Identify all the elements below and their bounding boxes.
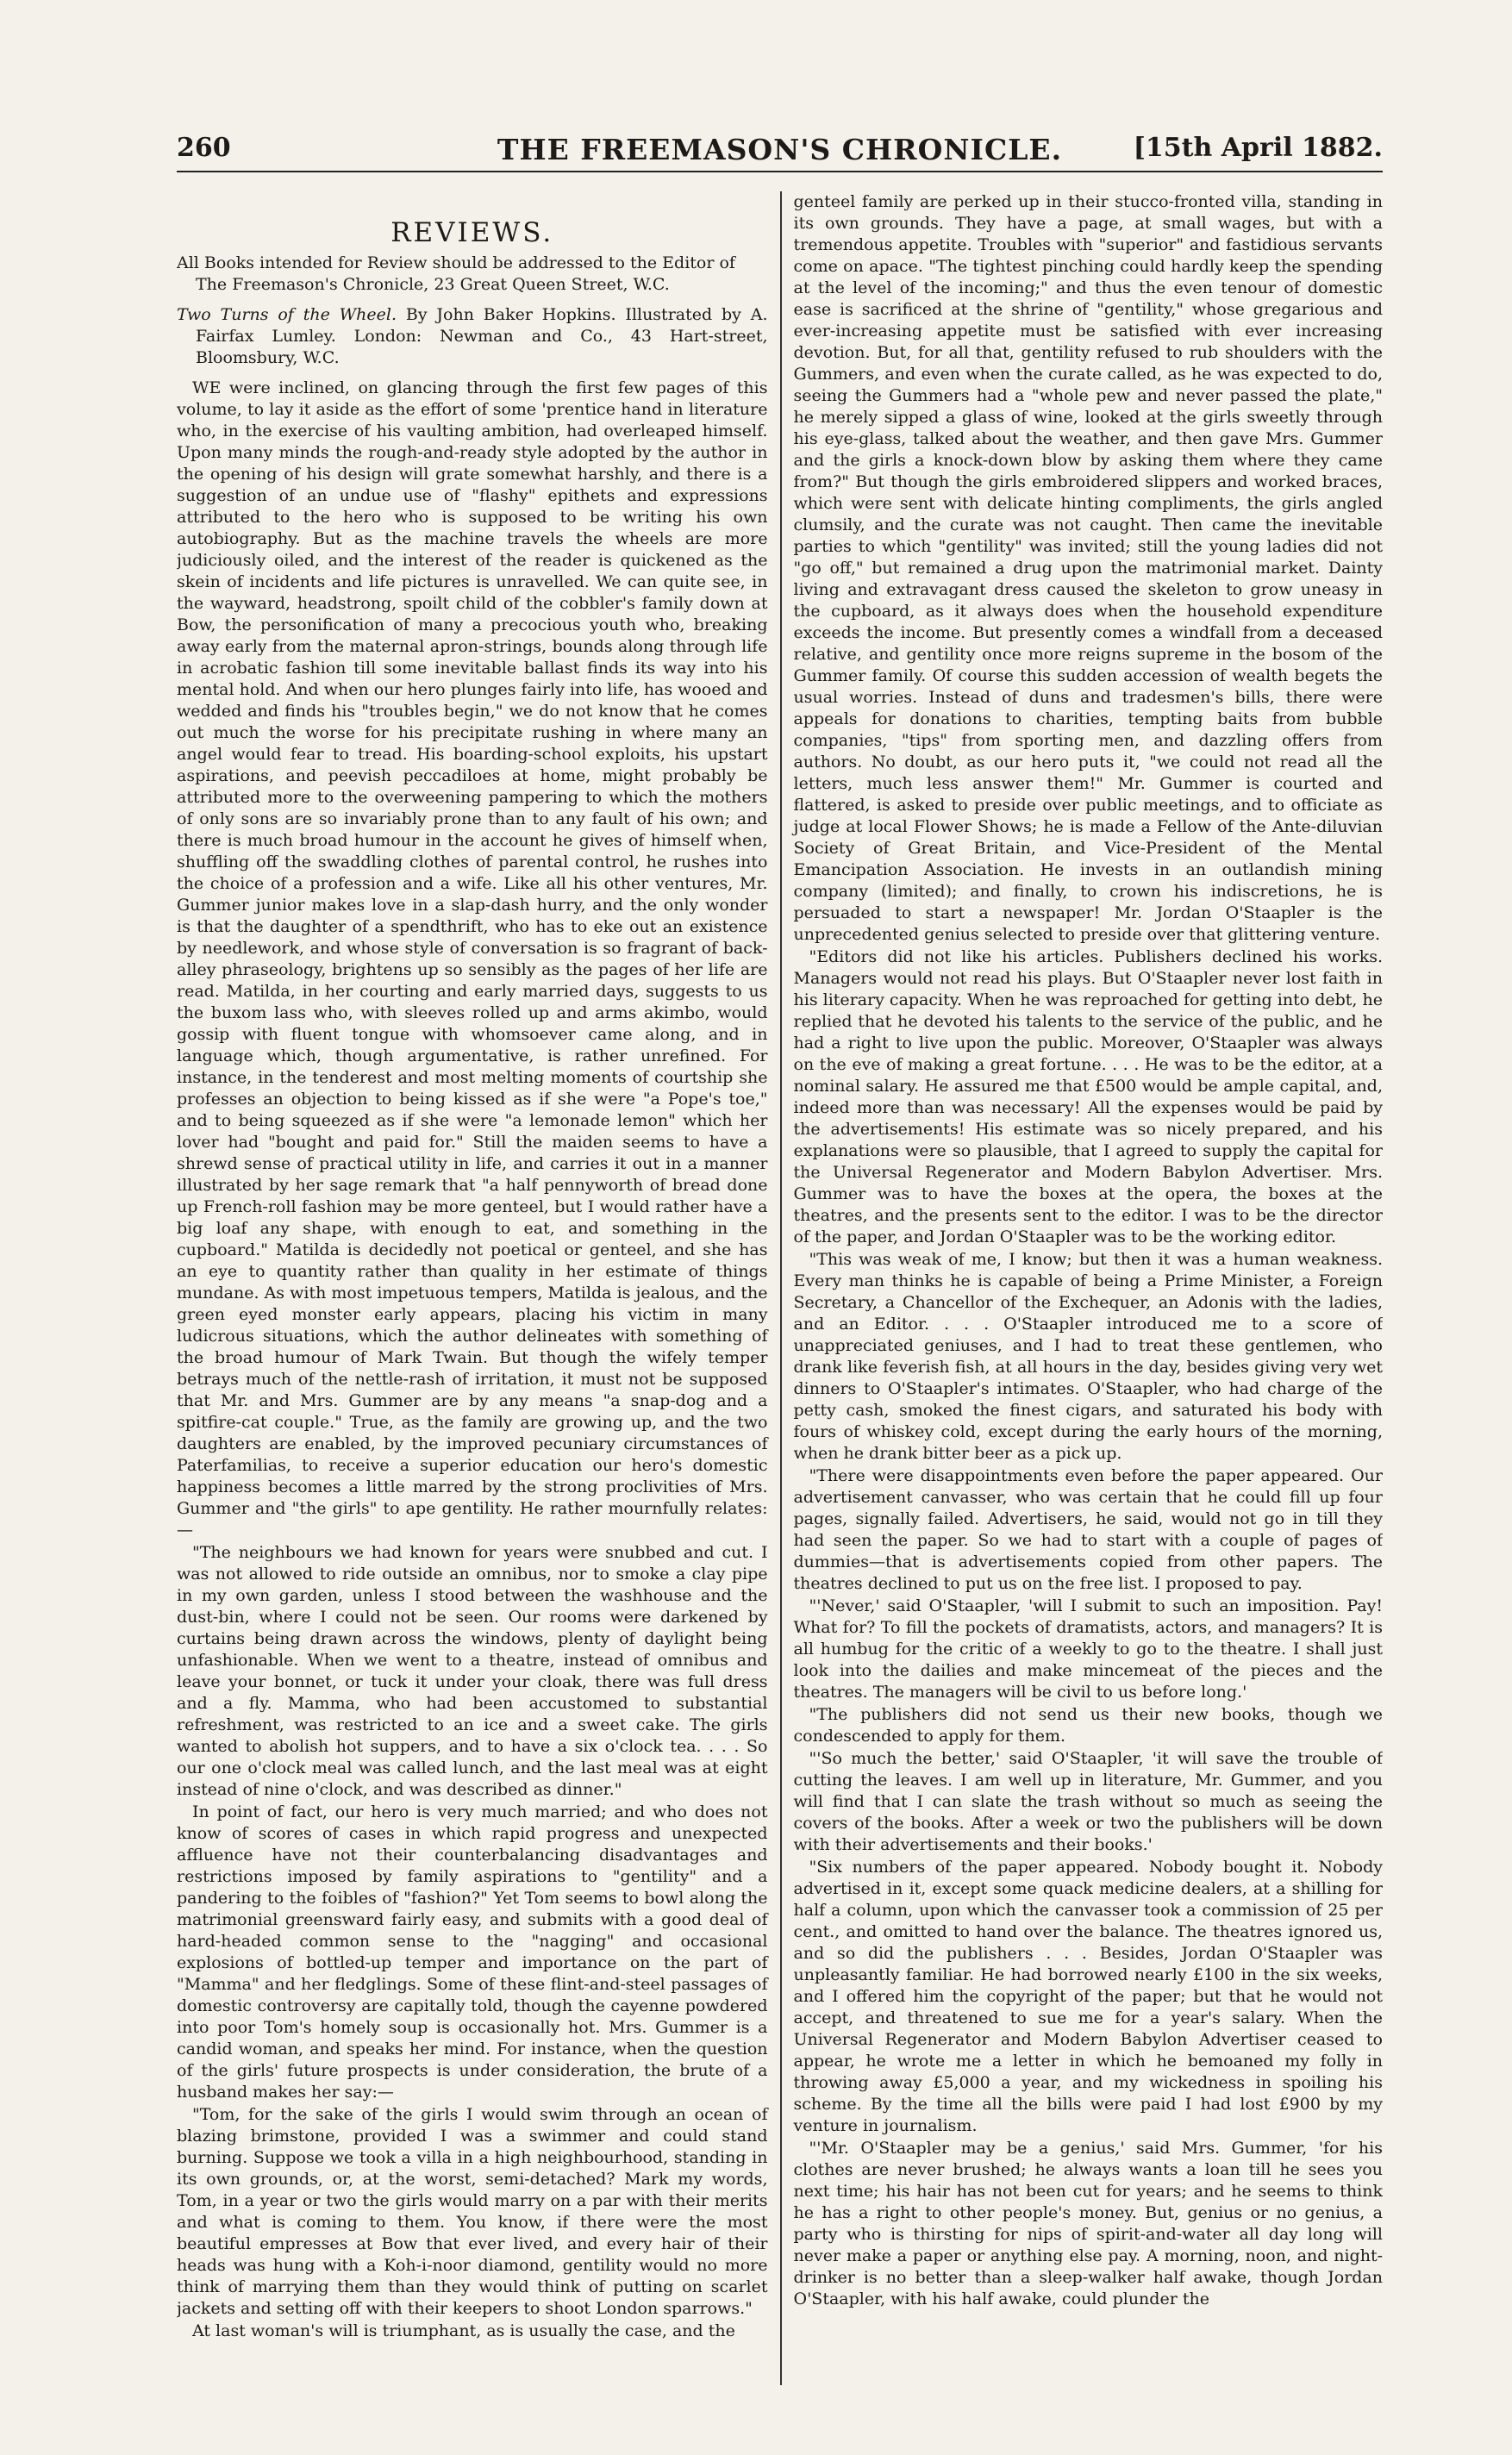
paragraph: "'So much the better,' said O'Staapler, 'it will save the trouble of cutting the leaves. I am well up in literature, Mr. Gummer, and you will find that I can slate the trash without so much as seeing the covers of the books. After a week or two the publishers will be down with their advertisements and their books.' — [793, 1749, 1383, 1854]
right-column-body — [794, 191, 1384, 2310]
paragraph: "There were disappointments even before the paper appeared. Our advertisement canvasser, who was certain that he could fill up four pages, signally failed. Advertisers, he said, would not go in till they had seen the paper. So we had to start with a couple of pages of dummies—that is advertisements copied from other papers. The theatres declined to put us on the free list. I proposed to pay. — [793, 1466, 1383, 1593]
paragraph: At last woman's will is triumphant, as is usually the case, and the — [192, 2321, 735, 2340]
paragraph: "Six numbers of the paper appeared. Nobody bought it. Nobody advertised in it, except some quack medicine dealers, at a shilling for half a column, upon which the canvasser took a commission of 25 per cent., and omitted to hand over the balance. The theatres ignored us, and so did the publishers . . . Besides, Jordan O'Staapler was unpleasantly familiar. He had borrowed nearly £100 in the six weeks, and I offered him the copyright of the paper; but that he would not accept, and threatened to sue me for a year's salary. When the Universal Regenerator and Modern Babylon Advertiser ceased to appear, he wrote me a letter in which he bemoaned my folly in throwing away £5,000 a year, and my wickedness in spoiling his scheme. By the time all the bills were paid I had lost £900 by my venture in journalism. — [793, 1858, 1383, 2135]
right-column — [780, 191, 1384, 2385]
book-entry — [177, 304, 768, 369]
book-details: By John Baker Hopkins. Illustrated by A. Fairfax Lumley. London: Newman and Co., 43 Hart-street, Bloomsbury, W.C. — [196, 305, 768, 367]
left-column-body — [177, 378, 768, 2342]
paragraph: "Tom, for the sake of the girls I would swim through an ocean of blazing brimstone, provided I was a swimmer and could stand burning. Suppose we took a villa in a high neighbourhood, standing in its own grounds, or, at the worst, semi-detached? Mark my words, Tom, in a year or two the girls would marry on a par with their merits and what is coming to them. You know, if there were the most beautiful empresses at Bow that ever lived, and every hair of their heads was hung with a Koh-i-noor diamond, gentility would no more think of marrying them than they would think of putting on scarlet jackets and setting off with their keepers to shoot London sparrows." — [177, 2105, 768, 2318]
masthead — [177, 129, 1383, 172]
paragraph: "This was weak of me, I know; but then it was a human weakness. Every man thinks he is capable of being a Prime Minister, a Foreign Secretary, a Chancellor of the Exchequer, an Adonis with the ladies, and an Editor. . . . O'Staapler introduced me to a score of unappreciated geniuses, and I had to treat these gentlemen, who drank like feverish fish, at all hours in the day, besides giving very wet dinners to O'Staapler's intimates. O'Staapler, who had charge of the petty cash, smoked the finest cigars, and saturated his body with fours of whiskey cold, except during the early hours of the morning, when he drank bitter beer as a pick up. — [793, 1250, 1383, 1463]
review-notice: All Books intended for Review should be addressed to the Editor of The Freemason's Chronicle, 23 Great Queen Street, W.C. — [177, 253, 735, 294]
left-column — [177, 191, 780, 2385]
paragraph: genteel family are perked up in their stucco-fronted villa, standing in its own grounds. They have a page, at small wages, but with a tremendous appetite. Troubles with "superior" and fastidious servants come on apace. "The tightest pinching could hardly keep the spending at the level of the incoming;" and thus the even tenour of domestic ease is sacrificed at the shrine of "gentility," whose gregarious and ever-increasing appetite must be satisfied with ever increasing devotion. But, for all that, gentility refused to rub shoulders with the Gummers, and even when the curate called, as he was expected to do, seeing the Gummers had a "whole pew and never passed the plate," he merely sipped a glass of wine, looked at the girls sweetly through his eye-glass, talked about the weather, and then gave Mrs. Gummer and the girls a knock-down blow by asking them where they came from?" But though the girls embroidered slippers and worked braces, which were sent with delicate hinting compliments, the girls angled clumsily, and the curate was not caught. Then came the inevitable parties to which "gentility" was invited; still the young ladies did not "go off," but remained a drug upon the matrimonial market. Dainty living and extravagant dress caused the skeleton to grow uneasy in the cupboard, as it always does when the household expenditure exceeds the income. But presently comes a windfall from a deceased relative, and gentility once more reigns supreme in the bosom of the Gummer family. Of course this sudden accession of wealth begets the usual worries. Instead of duns and tradesmen's bills, there were appeals for donations to charities, tempting baits from bubble companies, "tips" from sporting men, and dazzling offers from authors. No doubt, as our hero puts it, "we could not read all the letters, much less answer them!" Mr. Gummer is courted and flattered, is asked to preside over public meetings, and to officiate as judge at local Flower Shows; he is made a Fellow of the Ante-diluvian Society of Great Britain, and Vice-President of the Mental Emancipation Association. He invests in an outlandish mining company (limited); and finally, to crown his indiscretions, he is persuaded to start a newspaper! Mr. Jordan O'Staapler is the unprecedented genius selected to preside over that glittering venture. — [793, 192, 1383, 944]
paragraph: "'Never,' said O'Staapler, 'will I submit to such an imposition. Pay! What for? To fill the pockets of dramatists, actors, and managers? It is all humbug for the critic of a weekly to go to the theatre. I shall just look into the dailies and make mincemeat of the pieces and the theatres. The managers will be civil to us before long.' — [793, 1596, 1383, 1702]
book-title: Two Turns of the Wheel. — [177, 305, 397, 324]
paragraph: "The neighbours we had known for years were snubbed and cut. I was not allowed to ride outside an omnibus, nor to smoke a clay pipe in my own garden, unless I stood between the washhouse and the dust-bin, where I could not be seen. Our rooms were darkened by curtains being drawn across the windows, plenty of daylight being unfashionable. When we went to a theatre, instead of omnibus and leave your bonnet, or tuck it under your cloak, there was full dress and a fly. Mamma, who had been accustomed to substantial refreshment, was restricted to an ice and a sweet cake. The girls wanted to abolish hot suppers, and to have a six o'clock tea. . . . So our one o'clock meal was called lunch, and the last meal was at eight instead of nine o'clock, and was described as dinner." — [177, 1543, 768, 1799]
article-columns — [177, 191, 1383, 2385]
paragraph: "The publishers did not send us their new books, though we condescended to apply for them. — [793, 1705, 1383, 1746]
section-title: REVIEWS. — [390, 217, 554, 248]
paragraph: "'Mr. O'Staapler may be a genius,' said Mrs. Gummer, 'for his clothes are never brushed; he always wants a loan till he sees you next time; his hair has not been cut for years; and he seems to think he has a right to other people's money. But, genius or no genius, a party who is thirsting for nips of spirit-and-water all day long will never make a paper or anything else pay. A morning, noon, and night-drinker is no better than a sleep-walker half awake, though Jordan O'Staapler, with his half awake, could plunder the — [793, 2139, 1383, 2308]
issue-date: [15th April 1882. — [1133, 133, 1383, 163]
publication-title: THE FREEMASON'S CHRONICLE. — [497, 133, 1063, 166]
paragraph: WE were inclined, on glancing through the first few pages of this volume, to lay it aside as the effort of some 'prentice hand in literature who, in the exercise of his vaulting ambition, had overleaped himself. Upon many minds the rough-and-ready style adopted by the author in the opening of his design will grate somewhat harshly, and there is a suggestion of an undue use of "flashy" epithets and expressions attributed to the hero who is supposed to be writing his own autobiography. But as the machine travels the wheels are more judiciously oiled, and the interest of the reader is quickened as the skein of incidents and life pictures is unravelled. We can quite see, in the wayward, headstrong, spoilt child of the cobbler's family down at Bow, the personification of many a precocious youth who, breaking away early from the maternal apron-strings, bounds along through life in acrobatic fashion till some inevitable ballast finds its way into his mental hold. And when our hero plunges fairly into life, has wooed and wedded and finds his "troubles begin," we do not know that he comes out much the worse for his precipitate rushing in where many an angel would fear to tread. His boarding-school exploits, his upstart aspirations, and peevish peccadiloes at home, might probably be attributed more to the overweening pampering to which the mothers of only sons are so invariably prone than to any fault of his own; and there is much broad humour in the account he gives of himself when, shuffling off the swaddling clothes of parental control, he rushes into the choice of a profession and a wife. Like all his other ventures, Mr. Gummer junior makes love in a slap-dash hurry, and the only wonder is that the daughter of a spendthrift, who has to eke out an existence by needlework, and whose style of conversation is so fragrant of back-alley phraseology, brightens up so sensibly as the pages of her life are read. Matilda, in her courting and early married days, suggests to us the buxom lass who, with sleeves rolled up and arms akimbo, would gossip with fluent tongue with whomsoever came along, and in language which, though argumentative, is rather unrefined. For instance, in the tenderest and most melting moments of courtship she professes an objection to being kissed as if she were "a Pope's toe," and to being squeezed as if she were "a lemonade lemon" which her lover had "bought and paid for." Still the maiden seems to have a shrewd sense of practical utility in life, and carries it out in a manner illustrated by her sage remark that "a half pennyworth of bread done up French-roll fashion may be more genteel, but I would rather have a big loaf any shape, with enough to eat, and something in the cupboard." Matilda is decidedly not poetical or genteel, and she has an eye to quantity rather than quality in her estimate of things mundane. As with most impetuous tempers, Matilda is jealous, and the green eyed monster early appears, placing his victim in many ludicrous situations, which the author delineates with something of the broad humour of Mark Twain. But though the wifely temper betrays much of the nettle-rash of irritation, it must not be supposed that Mr. and Mrs. Gummer are by any means "a snap-dog and a spitfire-cat couple." True, as the family are growing up, and the two daughters are enabled, by the improved pecuniary circumstances of Paterfamilias, to receive a superior education our hero's domestic happiness becomes a little marred by the strong proclivities of Mrs. Gummer and "the girls" to ape gentility. He rather mournfully relates:— — [177, 378, 768, 1540]
page-number: 260 — [177, 133, 231, 163]
paragraph: In point of fact, our hero is very much married; and who does not know of scores of cases in which rapid progress and unexpected affluence have not their counterbalancing disadvantages and restrictions imposed by family aspirations to "gentility" and a pandering to the foibles of "fashion?" Yet Tom seems to bowl along the matrimonial greensward fairly easy, and submits with a good deal of hard-headed common sense to the "nagging" and occasional explosions of bottled-up temper and importance on the part of "Mamma" and her fledglings. Some of these flint-and-steel passages of domestic controversy are capitally told, though the cayenne powdered into poor Tom's homely soup is occasionally hot. Mrs. Gummer is a candid woman, and speaks her mind. For instance, when the question of the girls' future prospects is under consideration, the brute of a husband makes her say:— — [177, 1802, 768, 2102]
paragraph: "Editors did not like his articles. Publishers declined his works. Managers would not read his plays. But O'Staapler never lost faith in his literary capacity. When he was reproached for getting into debt, he replied that he devoted his talents to the service of the public, and he had a right to live upon the public. Moreover, O'Staapler was always on the eve of making a great fortune. . . . He was to be the editor, at a nominal salary. He assured me that £500 would be ample capital, and, indeed more than was necessary! All the expenses would be paid by the advertisements! His estimate was so nicely prepared, and his explanations were so plausible, that I agreed to supply the capital for the Universal Regenerator and Modern Babylon Advertiser. Mrs. Gummer was to have the boxes at the opera, the boxes at the theatres, and the presents sent to the editor. I was to be the director of the paper, and Jordan O'Staapler was to be the working editor. — [793, 947, 1383, 1246]
